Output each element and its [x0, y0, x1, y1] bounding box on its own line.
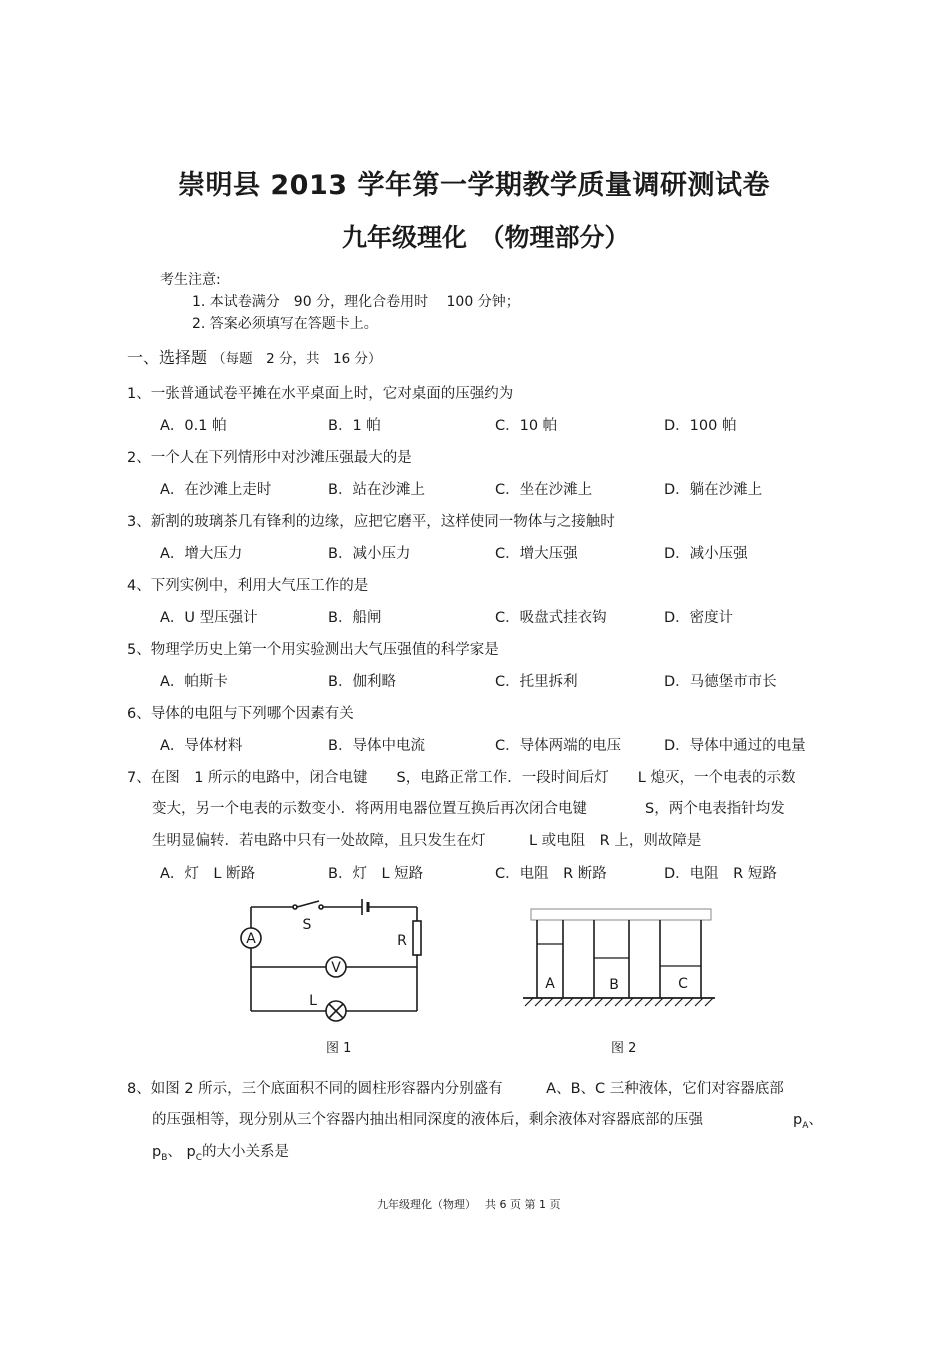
notice-heading: 考生注意:	[160, 272, 221, 288]
option-d: D．躺在沙滩上	[664, 482, 763, 498]
question-stem: 7、在图 1 所示的电路中，闭合电键 S，电路正常工作．一段时间后灯 L 熄灭，一个电表的示数	[127, 770, 796, 786]
option-a: A．导体材料	[160, 738, 243, 754]
option-c: C．坐在沙滩上	[495, 482, 593, 498]
option-b: B．减小压力	[328, 546, 411, 562]
question-stem: 5、物理学历史上第一个用实验测出大气压强值的科学家是	[127, 642, 499, 658]
question-stem: 8、如图 2 所示，三个底面积不同的圆柱形容器内分别盛有 A、B、C 三种液体，它们对容器底部	[127, 1081, 784, 1097]
option-b: B．灯 L 短路	[328, 866, 424, 882]
option-c: C．托里拆利	[495, 674, 578, 690]
option-a: A．U 型压强计	[160, 610, 258, 626]
option-a: A．灯 L 断路	[160, 866, 256, 882]
switch-blade	[297, 901, 319, 907]
option-a: A．0.1 帕	[160, 418, 227, 434]
page-title: 崇明县 2013 学年第一学期教学质量调研测试卷	[178, 170, 770, 201]
page-subtitle: 九年级理化 （物理部分）	[342, 223, 630, 252]
figure-1-caption: 图 1	[326, 1041, 352, 1056]
option-b: B．站在沙滩上	[328, 482, 425, 498]
option-a: A．帕斯卡	[160, 674, 228, 690]
switch-label: S	[302, 917, 312, 933]
question-stem-cont: $p_B$、 $p_C$的大小关系是	[152, 1144, 290, 1163]
section-note: （每题 2 分，共 16 分）	[212, 351, 382, 367]
option-d: D．减小压强	[664, 546, 748, 562]
option-b: B．船闸	[328, 610, 382, 626]
pressure-pc: p	[186, 1144, 196, 1160]
option-d: D．密度计	[664, 610, 734, 626]
question-stem-cont: 变大，另一个电表的示数变小．将两用电器位置互换后再次闭合电键 S，两个电表指针均发	[152, 801, 785, 817]
page-footer: 九年级理化（物理） 共 6 页 第 1 页	[377, 1198, 561, 1211]
option-d: D．100 帕	[664, 418, 737, 434]
question-stem: 2、一个人在下列情形中对沙滩压强最大的是	[127, 450, 412, 466]
container-c-label: C	[678, 976, 688, 992]
notice-item: 2. 答案必须填写在答题卡上。	[192, 316, 378, 332]
question-stem-cont: 生明显偏转．若电路中只有一处故障，且只发生在灯 L 或电阻 R 上，则故障是	[152, 833, 702, 849]
cover-plate	[531, 909, 711, 920]
option-b: B．伽利略	[328, 674, 396, 690]
option-c: C．导体两端的电压	[495, 738, 622, 754]
option-d: D．电阻 R 短路	[664, 866, 777, 882]
pressure-pb: p	[152, 1144, 162, 1160]
option-c: C．增大压强	[495, 546, 578, 562]
option-a: A．在沙滩上走时	[160, 482, 272, 498]
option-d: D．马德堡市市长	[664, 674, 777, 690]
voltmeter-label: V	[331, 960, 341, 976]
ammeter-label: A	[246, 931, 256, 947]
option-c: C．10 帕	[495, 418, 558, 434]
switch-pivot	[293, 905, 297, 909]
resistor-box	[413, 921, 421, 955]
resistor-label: R	[397, 933, 407, 949]
question-stem: 6、导体的电阻与下列哪个因素有关	[127, 706, 354, 722]
section-title: 一、选择题	[127, 348, 208, 367]
figure-1-circuit	[235, 893, 435, 1028]
container-a-label: A	[545, 976, 555, 992]
question-stem: 4、下列实例中，利用大气压工作的是	[127, 578, 369, 594]
question-stem: 3、新割的玻璃茶几有锋利的边缘，应把它磨平，这样使同一物体与之接触时	[127, 514, 615, 530]
option-c: C．电阻 R 断路	[495, 866, 607, 882]
option-c: C．吸盘式挂衣钩	[495, 610, 607, 626]
pressure-pa: $p_A$、	[793, 1112, 823, 1131]
option-b: B．1 帕	[328, 418, 381, 434]
option-d: D．导体中通过的电量	[664, 738, 806, 754]
ground-hatch	[525, 998, 713, 1006]
option-b: B．导体中电流	[328, 738, 425, 754]
notice-item: 1. 本试卷满分 90 分，理化合卷用时 100 分钟；	[192, 294, 520, 310]
option-a: A．增大压力	[160, 546, 243, 562]
container-b-label: B	[609, 977, 619, 993]
question-stem-cont: 的压强相等，现分别从三个容器内抽出相同深度的液体后，剩余液体对容器底部的压强	[152, 1112, 703, 1128]
question-stem: 1、一张普通试卷平摊在水平桌面上时，它对桌面的压强约为	[127, 386, 514, 402]
figure-2-caption: 图 2	[611, 1041, 637, 1056]
section-heading	[127, 345, 381, 368]
figure-2-containers	[515, 900, 720, 1012]
lamp-label: L	[309, 993, 317, 1009]
